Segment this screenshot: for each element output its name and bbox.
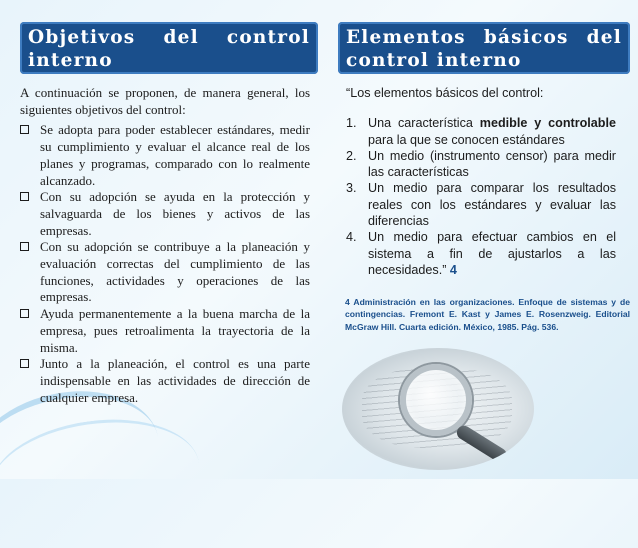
list-number: 1. [346,116,357,131]
list-item-text: Se adopta para poder establecer estándares, medir su cumplimiento y evaluar el alcance real de los planes y programas, comparado con lo realmente alcanzado. [40,122,310,188]
elements-intro: “Los elementos básicos del control: [346,86,544,100]
magnifying-glass-icon [342,348,534,470]
checkbox-bullet-icon [20,309,29,318]
left-title-word: del [163,27,199,48]
checkbox-bullet-icon [20,125,29,134]
right-title-word: Elementos [346,27,466,48]
list-item [346,115,616,148]
list-item-bold-text: medible y controlable [479,116,616,131]
checkbox-bullet-icon [20,359,29,368]
list-item-text: para la que se conocen estándares [368,132,565,147]
right-title-word: del [586,27,622,48]
elements-list [346,115,616,278]
left-title-word: control [226,27,310,48]
list-item [20,122,310,189]
list-number: 4. [346,230,357,245]
left-title-line2: interno [28,50,113,71]
list-item [346,148,616,181]
list-item-text: Un medio para comparar los resultados reales con los estándares y evaluar las diferencias [368,181,616,229]
objectives-list [20,122,310,406]
list-item-text: Un medio (instrumento censor) para medir las características [368,148,616,180]
list-item-text: Ayuda permanentemente a la buena marcha de la empresa, pues retroalimenta la trayectoria de la misma. [40,306,310,355]
list-item [20,306,310,356]
list-item [346,229,616,278]
list-item-text: Junto a la planeación, el control es una parte indispensable en las actividades de dirección de cualquier empresa. [40,356,310,405]
bibliographic-reference: 4 Administración en las organizaciones. Enfoque de sistemas y de contingencias. Fremont E. Kast y James E. Rosenzweig. Editorial McGraw Hill. Cuarta edición. México, 1985. Pág. 536. [345,297,630,332]
right-title-word: básicos [483,27,569,48]
list-item [20,356,310,406]
objectives-column [20,85,310,406]
list-item-text: Con su adopción se ayuda en la protección y salvaguarda de los bienes y activos de las empresas. [40,189,310,238]
list-number: 3. [346,181,357,196]
elements-column [346,85,616,278]
footnote-marker: 4 [446,262,457,277]
list-item [20,189,310,239]
list-item-text: Un medio para efectuar cambios en el sistema a fin de ajustarlos a las necesidades.” [368,230,616,277]
right-title-line2: control interno [346,50,522,71]
checkbox-bullet-icon [20,242,29,251]
list-item-text: Una característica [368,116,480,131]
list-number: 2. [346,148,357,163]
left-title-word: Objetivos [28,27,136,48]
right-title [338,22,630,74]
checkbox-bullet-icon [20,192,29,201]
list-item [346,180,616,229]
left-title [20,22,318,74]
list-item-text: Con su adopción se contribuye a la planeación y evaluación correctas del cumplimiento de las funciones, actividades y operaciones de las empresas. [40,239,310,305]
list-item [20,239,310,306]
objectives-intro: A continuación se proponen, de manera general, los siguientes objetivos del control: [20,85,310,117]
